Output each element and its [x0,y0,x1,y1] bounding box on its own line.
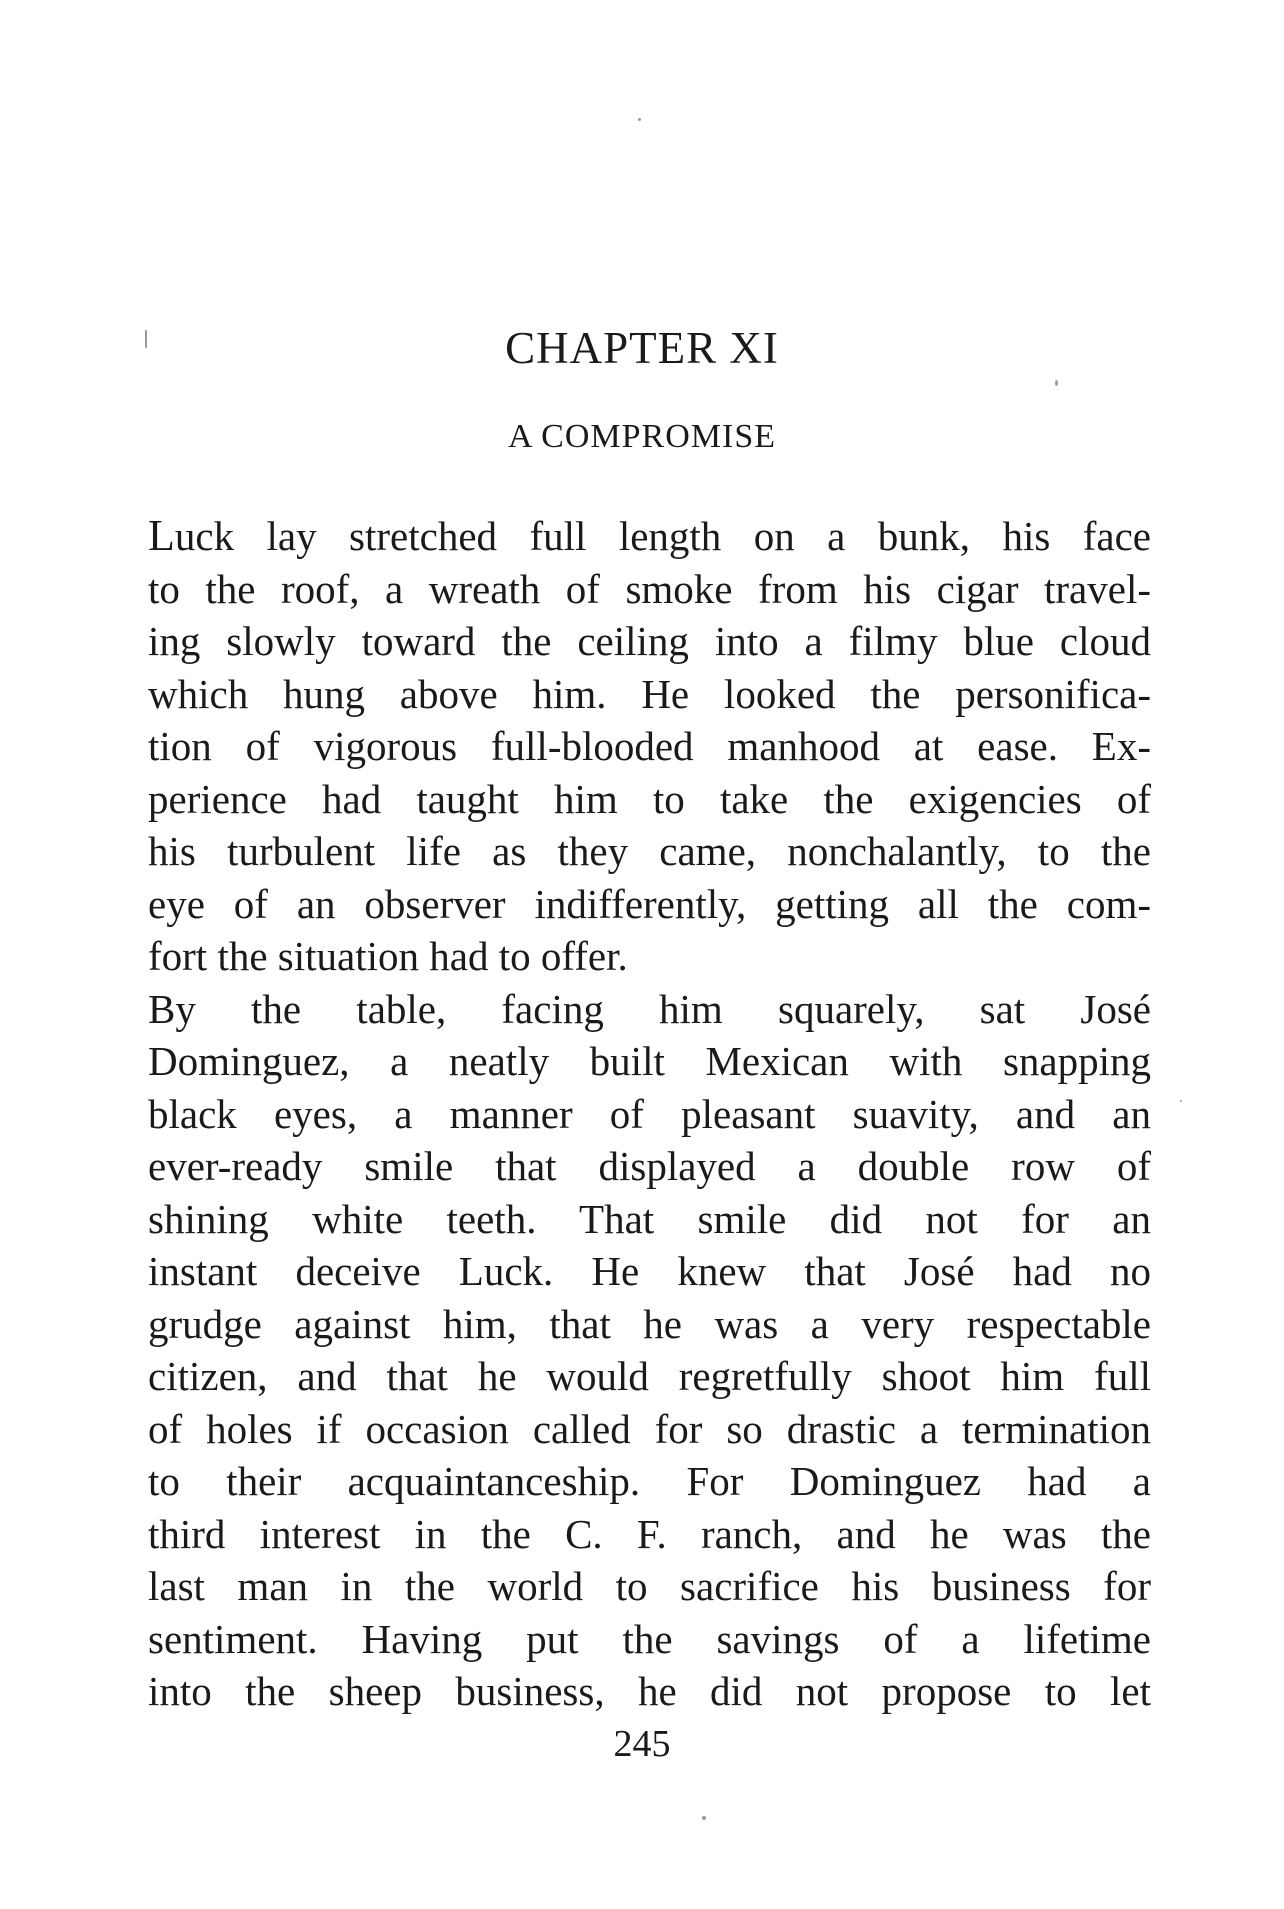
text-line: Luck lay stretched full length on a bunk, his face [148,511,1151,560]
text-line: into the sheep business, he did not propose to let [148,1668,1151,1714]
page-speck [702,1816,706,1820]
text-line: to their acquaintanceship. For Dominguez had a [148,1458,1151,1504]
text-line: perience had taught him to take the exigencies of [148,775,1151,822]
page-number: 245 [613,1723,671,1765]
chapter-number: CHAPTER XI [505,323,779,373]
text-line: citizen, and that he would regretfully shoot him full [148,1353,1151,1399]
text-line: black eyes, a manner of pleasant suavity, and an [148,1090,1151,1137]
text-line: shining white teeth. That smile did not for an [148,1195,1151,1242]
text-line: ever-ready smile that displayed a double row of [148,1143,1151,1189]
text-line: Dominguez, a neatly built Mexican with snapping [148,1038,1151,1084]
page-speck [1180,1100,1182,1102]
text-line: ing slowly toward the ceiling into a filmy blue cloud [148,618,1151,664]
text-line: of holes if occasion called for so drastic a termination [148,1405,1151,1452]
text-line: sentiment. Having put the savings of a lifetime [148,1615,1151,1662]
text-line: last man in the world to sacrifice his business for [148,1563,1151,1609]
text-line: third interest in the C. F. ranch, and he was the [148,1510,1151,1557]
chapter-title: A COMPROMISE [507,418,776,455]
text-line: fort the situation had to offer. [148,933,628,979]
text-line: his turbulent life as they came, nonchalantly, to the [148,828,1151,874]
page-speck [638,118,641,121]
text-line: instant deceive Luck. He knew that José had no [148,1248,1151,1294]
text-line: By the table, facing him squarely, sat José [148,985,1151,1032]
text-line: grudge against him, that he was a very respectable [148,1300,1151,1347]
text-line: eye of an observer indifferently, getting all the com- [148,880,1151,927]
text-line: tion of vigorous full-blooded manhood at ease. Ex- [148,723,1151,769]
chapter-body [148,510,1151,1718]
text-line: to the roof, a wreath of smoke from his cigar travel- [148,565,1151,612]
text-line: which hung above him. He looked the personifica- [148,670,1151,717]
page-speck [1055,380,1058,386]
